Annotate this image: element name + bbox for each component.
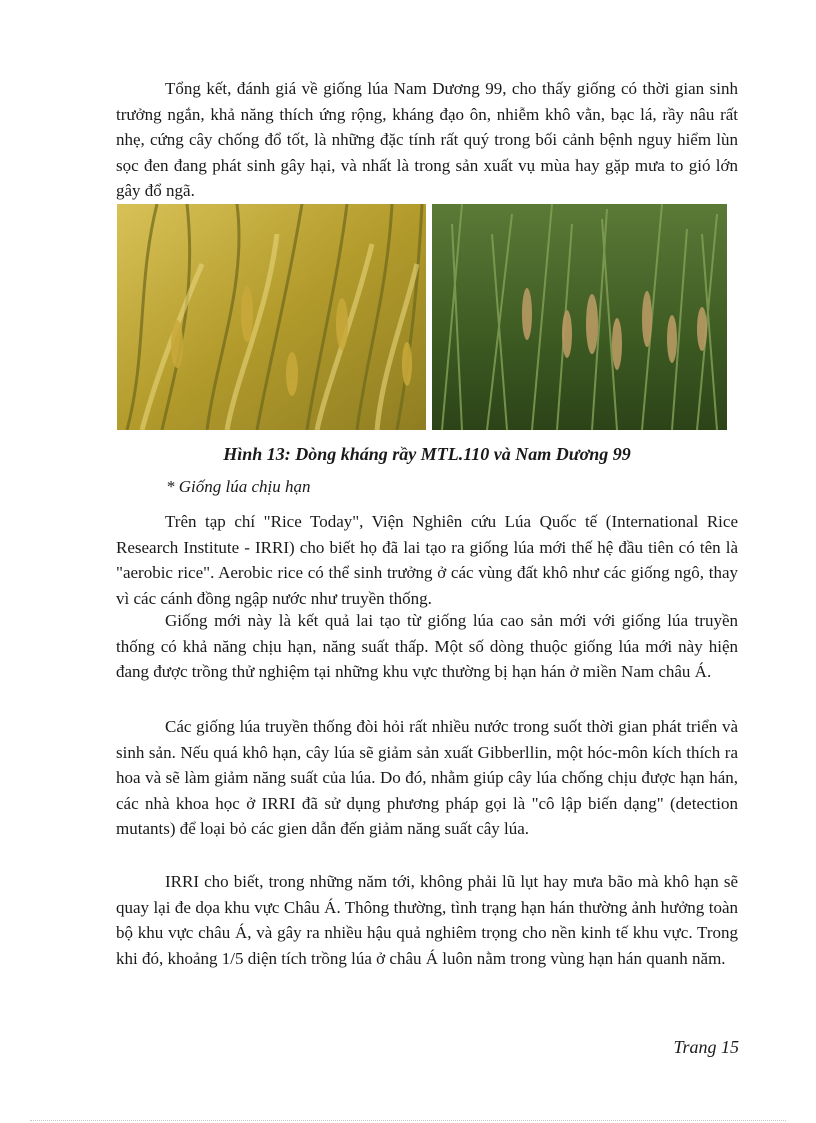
figure-photos bbox=[117, 204, 727, 430]
page-number: Trang 15 bbox=[673, 1037, 739, 1057]
paragraph-1 bbox=[116, 76, 738, 204]
paragraph-5 bbox=[116, 869, 738, 971]
paragraph-3-text: Giống mới này là kết quả lai tạo từ giống lúa cao sản mới với giống lúa truyền thống có khả năng chịu hạn, năng suất thấp. Một số dòng thuộc giống lúa mới này hiện đang được trồng thử nghiệm tại những khu vực thường bị hạn hán ở miền Nam châu Á. bbox=[116, 611, 738, 681]
paragraph-3 bbox=[116, 608, 738, 685]
paragraph-2 bbox=[116, 509, 738, 611]
rice-photo-green-field bbox=[432, 204, 727, 430]
paragraph-5-text: IRRI cho biết, trong những năm tới, không phải lũ lụt hay mưa bão mà khô hạn sẽ quay lại đe dọa khu vực Châu Á. Thông thường, tình trạng hạn hán thường ảnh hưởng toàn bộ khu vực châu Á, và gây ra nhiều hậu quả nghiêm trọng cho nền kinh tế khu vực. Trong khi đó, khoảng 1/5 diện tích trồng lúa ở châu Á luôn nằm trong vùng hạn hán quanh năm. bbox=[116, 872, 738, 968]
rice-photo-golden-panicles bbox=[117, 204, 426, 430]
paragraph-2-text: Trên tạp chí "Rice Today", Viện Nghiên cứu Lúa Quốc tế (International Rice Research Institute - IRRI) cho biết họ đã lai tạo ra giống lúa mới thế hệ đầu tiên có tên là "aerobic rice". Aerobic rice có thể sinh trưởng ở các vùng đất khô như các giống ngô, thay vì các cánh đồng ngập nước như truyền thống. bbox=[116, 512, 738, 608]
footer-divider bbox=[30, 1120, 786, 1121]
figure-caption: Hình 13: Dòng kháng rầy MTL.110 và Nam Dương 99 bbox=[223, 444, 631, 464]
paragraph-1-text: Tổng kết, đánh giá về giống lúa Nam Dương 99, cho thấy giống có thời gian sinh trưởng ngắn, khả năng thích ứng rộng, kháng đạo ôn, nhiễm khô vằn, bạc lá, rầy nâu rất nhẹ, cứng cây chống đổ tốt, là những đặc tính rất quý trong bối cảnh bệnh nguy hiểm lùn sọc đen đang phát sinh gây hại, và nhất là trong sản xuất vụ mùa hay gặp mưa to gió lớn gây đổ ngã. bbox=[116, 79, 738, 200]
paragraph-4 bbox=[116, 714, 738, 842]
section-subheading: * Giống lúa chịu hạn bbox=[166, 477, 311, 496]
paragraph-4-text: Các giống lúa truyền thống đòi hỏi rất nhiều nước trong suốt thời gian phát triển và sinh sản. Nếu quá khô hạn, cây lúa sẽ giảm sản xuất Gibberllin, một hóc-môn kích thích ra hoa và sẽ làm giảm năng suất của lúa. Do đó, nhằm giúp cây lúa chống chịu được hạn hán, các nhà khoa học ở IRRI đã sử dụng phương pháp gọi là "cô lập biến dạng" (detection mutants) để loại bỏ các gien dẫn đến giảm năng suất cây lúa. bbox=[116, 717, 738, 838]
